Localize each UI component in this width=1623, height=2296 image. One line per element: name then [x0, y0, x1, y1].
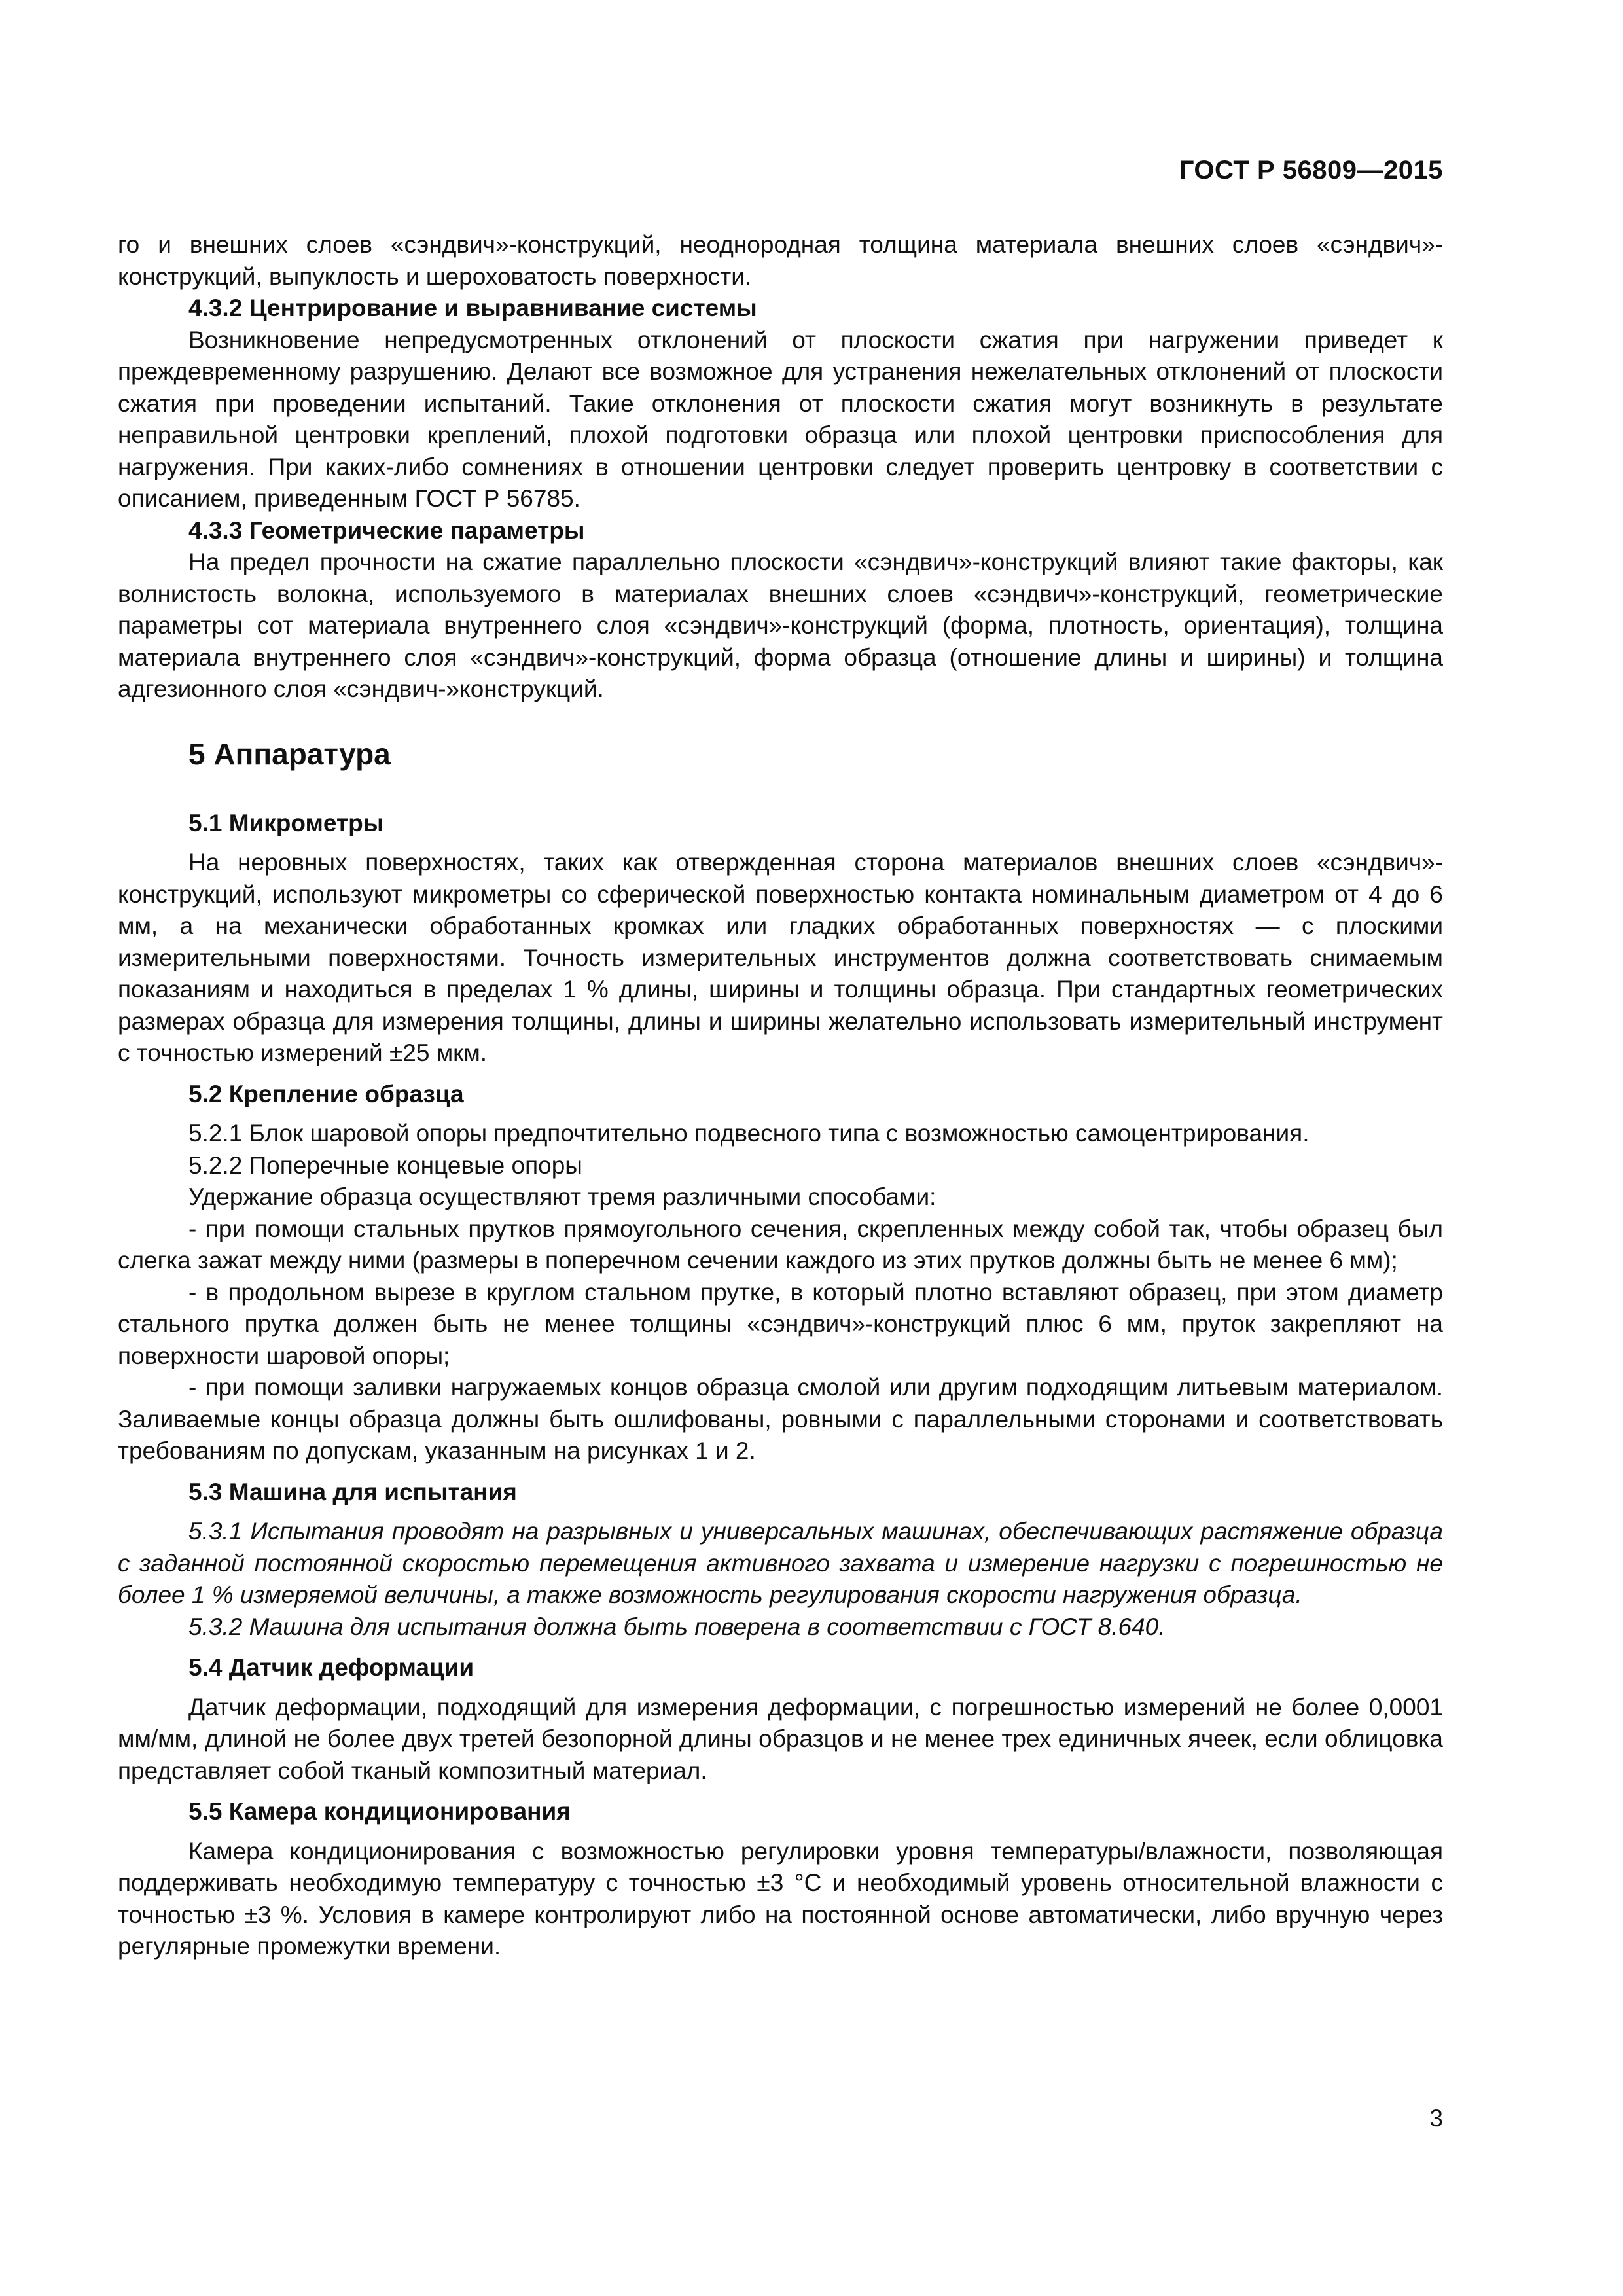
- continuation-paragraph: го и внешних слоев «сэндвич»-конструкций, неоднородная толщина материала внешних слоев «сэндвич»-конструкций, выпуклость и шероховатость поверхности.: [118, 231, 1443, 290]
- paragraph-5-2-methods: Удержание образца осуществляют тремя различными способами:: [188, 1183, 936, 1210]
- subsection-heading-4-3-2: 4.3.2 Центрирование и выравнивание системы: [188, 295, 757, 321]
- subsection-heading-5-3: 5.3 Машина для испытания: [188, 1478, 517, 1505]
- paragraph-5-5: Камера кондиционирования с возможностью регулировки уровня температуры/влажности, позволяющая поддерживать необходимую температуру с точностью ±3 °С и необходимый уровень относительной влажности с точностью ±3 %. Условия в камере контролируют либо на постоянной основе автоматически, либо вручную через регулярные промежутки времени.: [118, 1837, 1443, 1960]
- list-item-method-1: - при помощи стальных прутков прямоугольного сечения, скрепленных между собой так, чтобы образец был слегка зажат между ними (размеры в поперечном сечении каждого из этих прутков должны быть не менее 6 мм);: [118, 1215, 1443, 1274]
- paragraph-4-3-3: На предел прочности на сжатие параллельно плоскости «сэндвич»-конструкций влияют такие факторы, как волнистость волокна, используемого в материалах внешних слоев «сэндвич»-конструкций, геометрические параметры сот материала внутреннего слоя «сэндвич»-конструкций (форма, плотность, ориентация), толщина материала внутреннего слоя «сэндвич»-конструкций, форма образца (отношение длины и ширины) и толщина адгезионного слоя «сэндвич-»конструкций.: [118, 548, 1443, 702]
- list-item-method-3: - при помощи заливки нагружаемых концов образца смолой или другим подходящим литьевым материалом. Заливаемые концы образца должны быть ошлифованы, ровными с параллельными сторонами и соответствовать требованиям по допускам, указанным на рисунках 1 и 2.: [118, 1374, 1443, 1464]
- paragraph-5-4: Датчик деформации, подходящий для измерения деформации, с погрешностью измерений не более 0,0001 мм/мм, длиной не более двух третей безопорной длины образцов и не менее трех единичных ячеек, если облицовка представляет собой тканый композитный материал.: [118, 1693, 1443, 1784]
- paragraph-5-1: На неровных поверхностях, таких как отвержденная сторона материалов внешних слоев «сэндвич»-конструкций, используют микрометры со сферической поверхностью контакта номинальным диаметром от 4 до 6 мм, а на механически обработанных кромках или гладких обработанных поверхностях — с плоскими измерительными поверхностями. Точность измерительных инструментов должна соответствовать снимаемым показаниям и находиться в пределах 1 % длины, ширины и толщины образца. При стандартных геометрических размерах образца для измерения толщины, длины и ширины желательно использовать измерительный инструмент с точностью измерений ±25 мкм.: [118, 849, 1443, 1066]
- page-number: 3: [1429, 2105, 1443, 2132]
- subsection-heading-5-4: 5.4 Датчик деформации: [188, 1654, 474, 1681]
- standard-header: ГОСТ Р 56809—2015: [1179, 156, 1443, 185]
- paragraph-5-3-1: 5.3.1 Испытания проводят на разрывных и универсальных машинах, обеспечивающих растяжение образца с заданной постоянной скоростью перемещения активного захвата и измерение нагрузки с погрешностью не более 1 % измеряемой величины, а также возможность регулирования скорости нагружения образца.: [118, 1518, 1443, 1608]
- paragraph-5-2-1: 5.2.1 Блок шаровой опоры предпочтительно подвесного типа с возможностью самоцентрирования.: [188, 1120, 1310, 1147]
- paragraph-5-3-2: 5.3.2 Машина для испытания должна быть поверена в соответствии с ГОСТ 8.640.: [188, 1613, 1166, 1640]
- paragraph-5-2-2: 5.2.2 Поперечные концевые опоры: [188, 1151, 582, 1179]
- list-item-method-2: - в продольном вырезе в круглом стальном прутке, в который плотно вставляют образец, при этом диаметр стального прутка должен быть не менее толщины «сэндвич»-конструкций плюс 6 мм, пруток закрепляют на поверхности шаровой опоры;: [118, 1278, 1443, 1369]
- paragraph-4-3-2: Возникновение непредусмотренных отклонений от плоскости сжатия при нагружении приведет к преждевременному разрушению. Делают все возможное для устранения нежелательных отклонений от плоскости сжатия при проведении испытаний. Такие отклонения от плоскости сжатия могут возникнуть в результате неправильной центровки креплений, плохой подготовки образца или плохой центровки приспособления для нагружения. При каких-либо сомнениях в отношении центровки следует проверить центровку в соответствии с описанием, приведенным ГОСТ Р 56785.: [118, 326, 1443, 512]
- subsection-heading-4-3-3: 4.3.3 Геометрические параметры: [188, 516, 585, 544]
- document-body: [118, 229, 1443, 1963]
- subsection-heading-5-1: 5.1 Микрометры: [188, 809, 384, 836]
- subsection-heading-5-5: 5.5 Камера кондиционирования: [188, 1798, 571, 1825]
- section-heading-5: 5 Аппаратура: [188, 736, 391, 771]
- subsection-heading-5-2: 5.2 Крепление образца: [188, 1080, 464, 1107]
- document-page: [118, 0, 1443, 2296]
